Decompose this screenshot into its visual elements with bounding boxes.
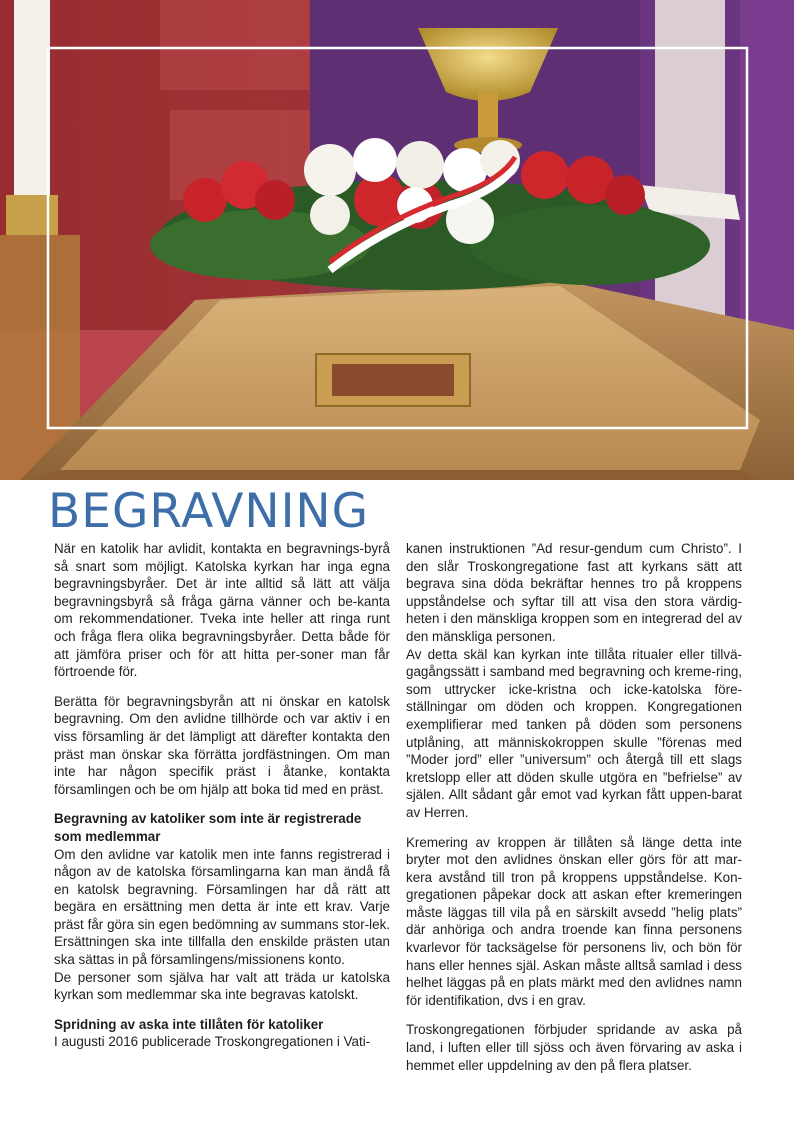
hero-photo xyxy=(0,0,794,480)
right-column xyxy=(406,540,742,1086)
funeral-photo-illustration xyxy=(0,0,794,480)
paragraph: Om den avlidne var katolik men inte fanns registrerad i någon av de katolska församlingarna kan man ändå få en katolsk begravning. Församlingen har då rätt att begära en ersättning men detta är inte ett krav. Varje präst får göra sin egen bedömning av summans stor-lek. Ersättningen ska inte tillfalla den enskilde prästen utan ska sättas in på församlingens/missionens konto. xyxy=(54,846,390,968)
paragraph: I augusti 2016 publicerade Troskongregationen i Vati- xyxy=(54,1034,371,1050)
paragraph: Kremering av kroppen är tillåten så länge detta inte bryter mot den avlidnes önskan eller görs för att mar-kera avstånd till tron på kroppens uppståndelse. Kon-gregationen påpekar dock att askan efter kremeringen måste läggas till vila på en särskilt avsedd ”helig plats” där anhöriga och andra troende kan finna personens kvarlevor för tacksägelse för personens liv, och bön för hans eller hennes själ. Askan måste alltså samlad i dess helhet läggas på en plats märkt med den avlidnes namn för identifikation, dvs i en grav. xyxy=(406,834,742,1008)
left-column xyxy=(54,540,390,1063)
paragraph: kanen instruktionen ”Ad resur-gendum cum Christo”. I den slår Troskongregatione fast att kyrkans sätt att begrava sina döda bekräftar hennes tro på kroppens uppståndelse och syftar till att visa den stora värdig-heten i den mänskliga kroppen som en integrerad del av den mänskliga personen. xyxy=(406,541,742,644)
paragraph: De personer som själva har valt att träda ur katolska kyrkan som medlemmar ska inte begravas katolskt. xyxy=(54,969,390,1003)
paragraph: Berätta för begravningsbyrån att ni önskar en katolsk begravning. Om den avlidne tillhörde och var aktiv i en viss församling är det lämpligt att därefter kontakta den präst man önskar ska förrätta jordfästningen. Om man inte har någon specifik präst i åtanke, kontakta församlingen och be om hjälp att boka tid med en präst. xyxy=(54,693,390,797)
section-heading: Spridning av aska inte tillåten för katoliker xyxy=(54,1016,324,1032)
page-title: BEGRAVNING xyxy=(48,484,370,539)
paragraph: Av detta skäl kan kyrkan inte tillåta ritualer eller tillvä-gagångssätt i samband med begravning och kreme-ring, som uttrycker icke-kristna och icke-katolska före-ställningar om döden och kroppen. Kongregationen exemplifierar med tanken på döden som personens utplåning, att människokroppen skulle ”förenas med ”Moder jord” eller ”universum” och återgå till ett slags kretslopp eller att döden skulle utgöra en ”befrielse” av själen. Allt sådant går emot vad kyrkan fått uppen-barat av Herren. xyxy=(406,646,742,820)
paragraph: När en katolik har avlidit, kontakta en begravnings-byrå så snart som möjligt. Katolska kyrkan har inga egna begravningsbyråer. Det är inte alltid så lätt att välja begravningsbyrå så fråga gärna vänner och be-kanta om rekommendationer. Tveka inte heller att ringa runt och fråga flera olika begravningsbyråer. Detta både för att jämföra priser och för att hitta per-soner man får förtroende för. xyxy=(54,541,390,680)
paragraph: Troskongregationen förbjuder spridande av aska på land, i luften eller till sjöss och även förvaring av aska i hemmet eller uppdelning av den på flera platser. xyxy=(406,1022,742,1073)
section-heading: Begravning av katoliker som inte är registrerade som medlemmar xyxy=(54,811,362,844)
